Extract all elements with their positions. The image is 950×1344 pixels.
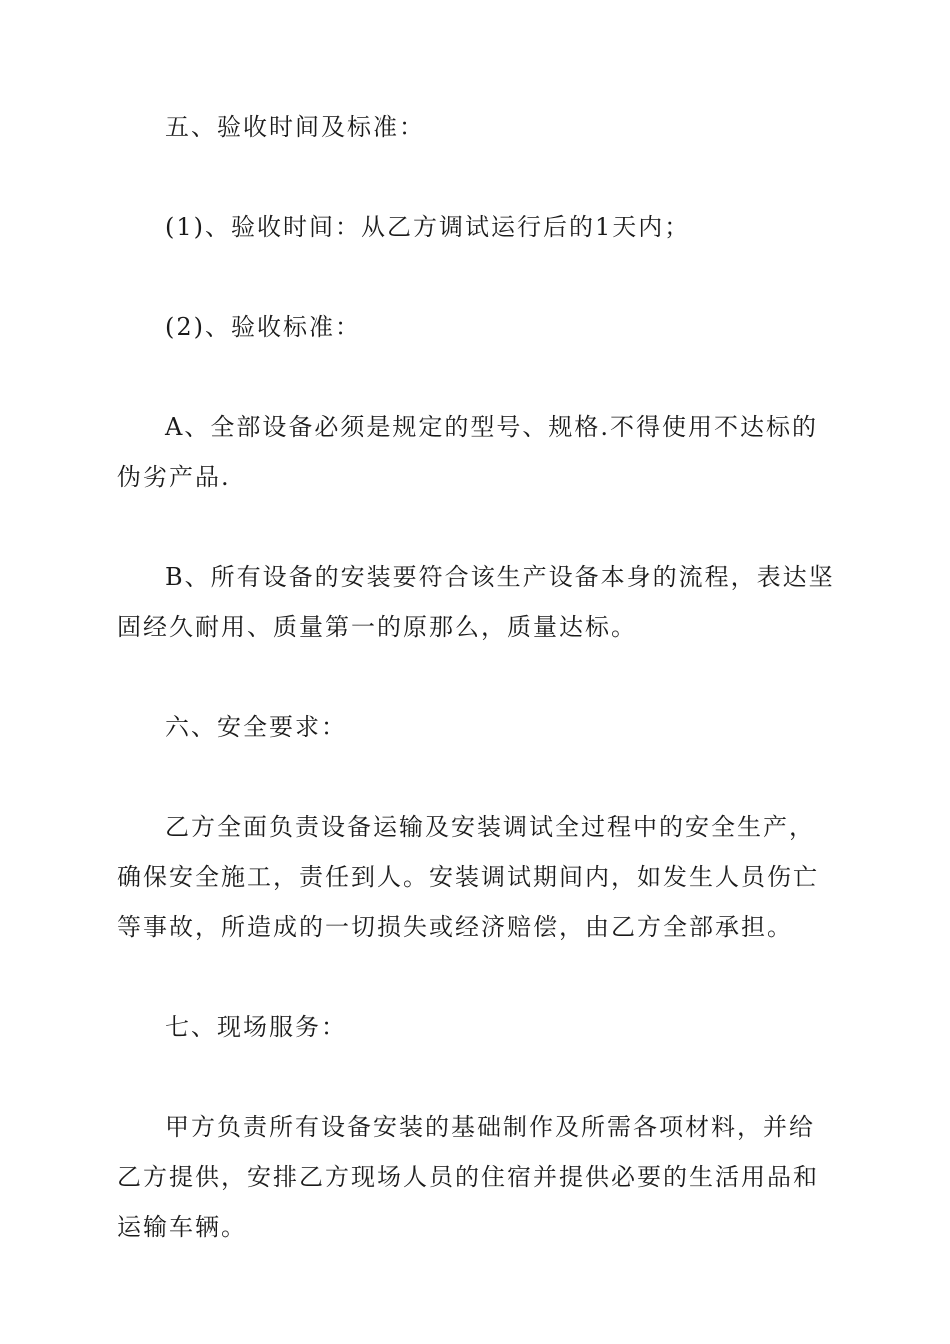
standard-b-paragraph: B、所有设备的安装要符合该生产设备本身的流程，表达坚固经久耐用、质量第一的原那么，质量达标。 [117, 563, 835, 641]
section-seven-heading: 七、现场服务： [165, 1013, 347, 1041]
section-five-heading: 五、验收时间及标准： [165, 113, 425, 141]
acceptance-time-paragraph: (1)、验收时间：从乙方调试运行后的1天内； [165, 213, 691, 241]
section-six-heading: 六、安全要求： [165, 713, 347, 741]
onsite-service-paragraph: 甲方负责所有设备安装的基础制作及所需各项材料，并给乙方提供，安排乙方现场人员的住宿并提供必要的生活用品和运输车辆。 [117, 1113, 819, 1241]
safety-requirements-paragraph: 乙方全面负责设备运输及安装调试全过程中的安全生产，确保安全施工，责任到人。安装调试期间内，如发生人员伤亡等事故，所造成的一切损失或经济赔偿，由乙方全部承担。 [117, 813, 819, 941]
acceptance-standard-heading: (2)、验收标准： [165, 313, 361, 341]
standard-a-paragraph: A、全部设备必须是规定的型号、规格.不得使用不达标的伪劣产品. [117, 413, 818, 491]
